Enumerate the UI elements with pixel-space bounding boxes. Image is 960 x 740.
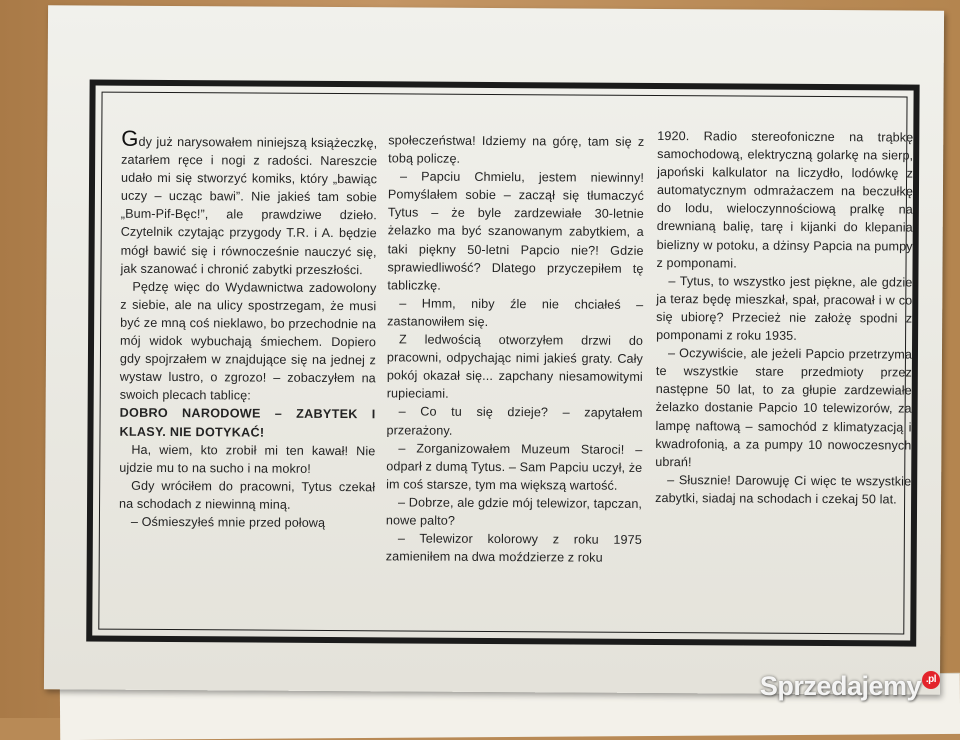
- paragraph: 1920. Radio stereofoniczne na trąbkę samochodową, elektryczną golarkę na sierp, japoński kalkulator na liczydło, lodówkę z automatycznym odmrażaczem na beczułkę do lodu, wieloczynnościową pralkę na drewnianą balię, tarę i kijanki do klepania bielizny w potoku, a dżinsy Papcia na pumpy z pomponami.: [656, 128, 914, 271]
- paragraph: Gdy wróciłem do pracowni, Tytus czekał na schodach z niewinną miną.: [119, 478, 376, 512]
- paragraph: [120, 125, 378, 279]
- paragraph: społeczeństwa! Idziemy na górę, tam się z tobą policzę.: [388, 133, 645, 166]
- watermark-suffix: .pl: [922, 671, 940, 689]
- paragraph: – Oczywiście, ale jeżeli Papcio przetrzyma te wszystkie stare przedmioty przez następne 50 lat, to za głupie zardzewiałe żelazko dostanie Papcio 10 telewizorów, za lampę naftową – samochód z klimatyzacją i kwadrofonią, a za pumpy 10 nowoczesnych ubrań!: [655, 346, 913, 469]
- text-frame: [86, 80, 919, 647]
- text-column-2: [386, 131, 645, 567]
- site-watermark: [760, 671, 940, 702]
- paragraph: – Telewizor kolorowy z roku 1975 zamieniłem na dwa moździerze z roku: [385, 531, 642, 565]
- text-column-3: [655, 127, 913, 509]
- book-page: [44, 5, 944, 694]
- sign-text: DOBRO NARODOWE – ZABYTEK I KLASY. NIE DOTYKAĆ!: [119, 406, 376, 440]
- paragraph-text: dy już narysowałem niniejszą książeczkę, zatarłem ręce i nogi z radości. Nareszcie udało mi się stworzyć komiks, który „bawiąc uczy – ucząc bawi”. Nie jakieś tam sobie „Bum-Pif-Bęc!”, ale prawdziwe dzieło. Czytelnik czytając przygody T.R. i A. będzie mógł bawić się i równocześnie nauczyć się, jak szanować i chronić zabytki przeszłości.: [120, 134, 378, 277]
- paragraph: – Papciu Chmielu, jestem niewinny! Pomyślałem sobie – zaczął się tłumaczyć Tytus – że byle zardzewiałe 30-letnie żelazko ma być szanowanym zabytkiem, a taki piękny 50-letni Papcio nie?! Gdzie sprawiedliwość? Dlatego przyczepiłem tę tabliczkę.: [387, 169, 645, 293]
- paragraph: Pędzę więc do Wydawnictwa zadowolony z siebie, ale na ulicy spostrzegam, że musi być ze mną coś nieklawo, bo przechodnie na mój widok wybuchają śmiechem. Dopiero gdy spojrzałem w znajdujące się na jednej z wystaw lustro, o zgrozo! – zobaczyłem na swoich plecach tablicę:: [119, 279, 377, 403]
- paragraph: – Ośmieszyłeś mnie przed połową: [130, 514, 326, 530]
- paragraph: – Hmm, niby źle nie chciałeś – zastanowiłem się.: [387, 296, 644, 329]
- watermark-text: Sprzedajemy: [759, 671, 921, 701]
- paragraph: Z ledwością otworzyłem drzwi do pracowni, odpychając nimi jakieś graty. Cały pokój okazał się... zapchany niesamowitymi rupieciami.: [386, 332, 644, 402]
- text-column-1: [119, 125, 378, 533]
- drop-cap: G: [121, 125, 139, 151]
- paragraph: Ha, wiem, kto zrobił mi ten kawał! Nie ujdzie mu to na sucho i na mokro!: [119, 442, 376, 476]
- paragraph: – Tytus, to wszystko jest piękne, ale gdzie ja teraz będę mieszkał, spał, pracował i w co się ubiorę? Przecież nie założę spodni z pomponami z roku 1935.: [656, 273, 913, 343]
- paragraph: – Co tu się dzieje? – zapytałem przerażony.: [386, 404, 643, 438]
- paragraph: – Dobrze, ale gdzie mój telewizor, tapczan, nowe palto?: [385, 495, 643, 528]
- paragraph: – Słusznie! Darowuję Ci więc te wszystkie zabytki, siadaj na schodach i czekaj 50 lat.: [655, 472, 912, 507]
- paragraph: – Zorganizowałem Muzeum Staroci! – odparł z dumą Tytus. – Sam Papciu uczył, że im coś starsze, tym ma większą wartość.: [386, 441, 643, 493]
